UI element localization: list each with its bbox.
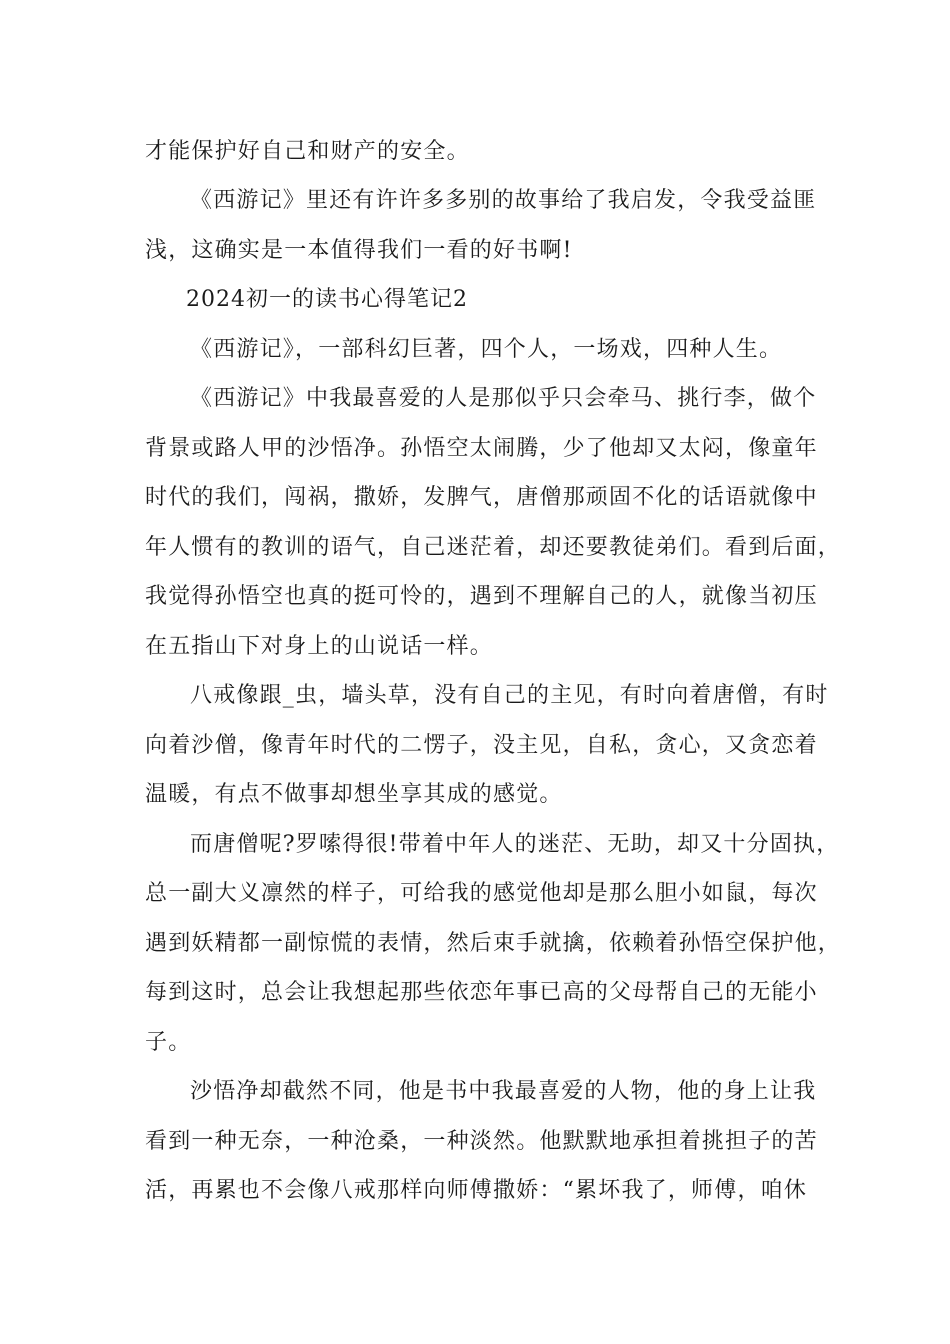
body-line: 遇到妖精都一副惊慌的表情，然后束手就擒，依赖着孙悟空保护他， (145, 931, 842, 956)
paragraph-first-line: 而唐僧呢?罗嗦得很!带着中年人的迷茫、无助，却又十分固执， (190, 832, 840, 857)
body-line: 才能保护好自己和财产的安全。 (145, 139, 470, 164)
body-line: 在五指山下对身上的山说话一样。 (145, 634, 494, 659)
body-line: 背景或路人甲的沙悟净。孙悟空太闹腾，少了他却又太闷，像童年 (145, 436, 818, 461)
body-line: 浅，这确实是一本值得我们一看的好书啊! (145, 238, 573, 263)
paragraph-first-line: 沙悟净却截然不同，他是书中我最喜爱的人物，他的身上让我 (190, 1079, 817, 1104)
paragraph-first-line: 八戒像跟_虫，墙头草，没有自己的主见，有时向着唐僧，有时 (190, 683, 829, 708)
body-line: 总一副大义凛然的样子，可给我的感觉他却是那么胆小如鼠，每次 (145, 881, 818, 906)
paragraph-first-line: 《西游记》里还有许许多多别的故事给了我启发，令我受益匪 (190, 188, 817, 213)
body-line: 子。 (145, 1030, 192, 1055)
body-line: 看到一种无奈，一种沧桑，一种淡然。他默默地承担着挑担子的苦 (145, 1129, 818, 1154)
paragraph-first-line: 《西游记》中我最喜爱的人是那似乎只会牵马、挑行李，做个 (190, 386, 817, 411)
body-line: 年人惯有的教训的语气，自己迷茫着，却还要教徒弟们。看到后面， (145, 535, 842, 560)
body-line: 时代的我们，闯祸，撒娇，发脾气，唐僧那顽固不化的话语就像中 (145, 485, 818, 510)
body-line: 向着沙僧，像青年时代的二愣子，没主见，自私，贪心，又贪恋着 (145, 733, 818, 758)
body-line: 我觉得孙悟空也真的挺可怜的，遇到不理解自己的人，就像当初压 (145, 584, 818, 609)
body-line: 温暖，有点不做事却想坐享其成的感觉。 (145, 782, 563, 807)
section-heading: 2024初一的读书心得笔记2 (186, 287, 468, 312)
body-line: 每到这时，总会让我想起那些依恋年事已高的父母帮自己的无能小 (145, 980, 818, 1005)
body-line: 活，再累也不会像八戒那样向师傅撒娇：“累坏我了，师傅，咱休 (145, 1178, 808, 1203)
paragraph-first-line: 《西游记》，一部科幻巨著，四个人，一场戏，四种人生。 (190, 337, 783, 362)
